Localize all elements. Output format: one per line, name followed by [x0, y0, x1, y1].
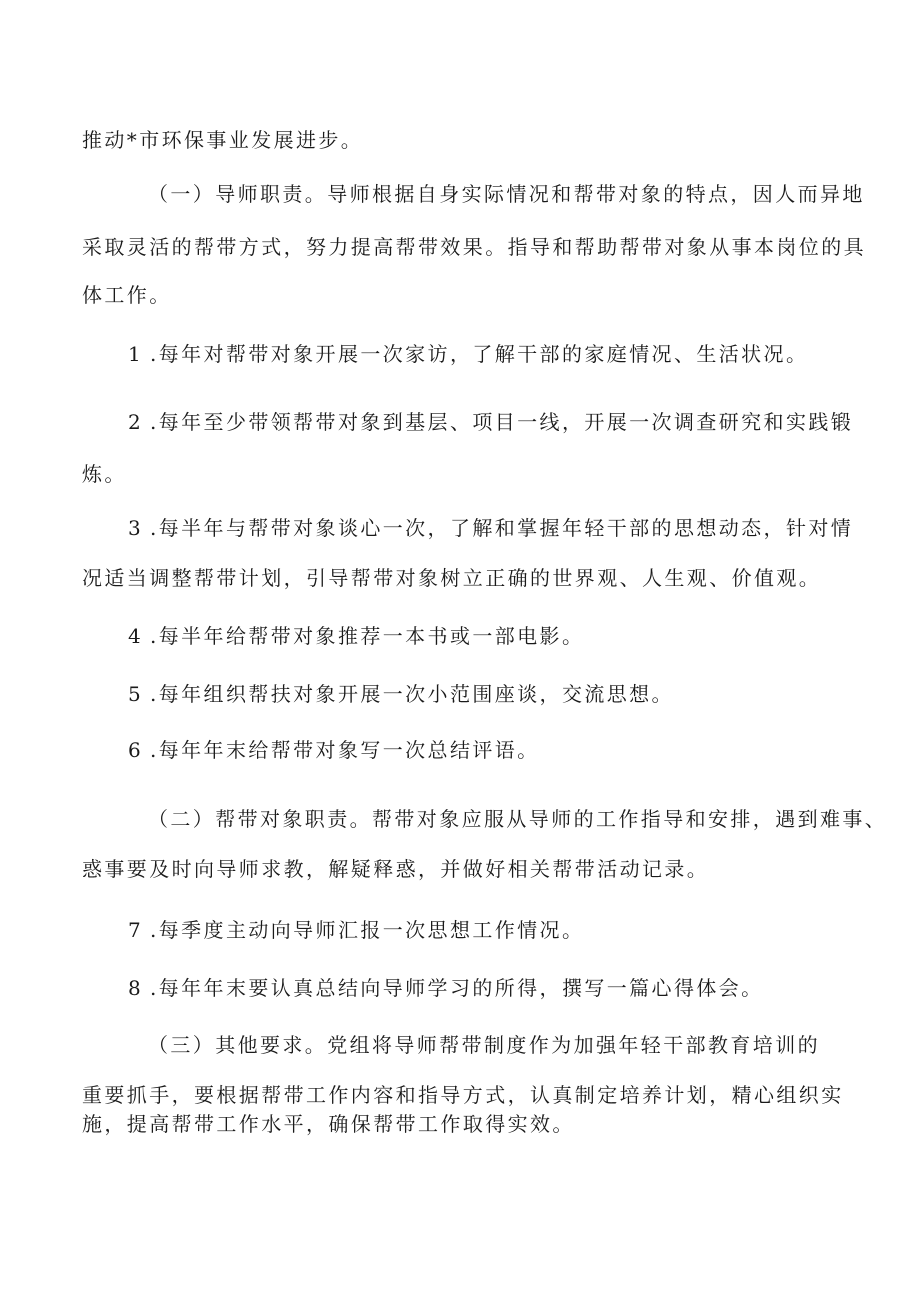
list-text: .每季度主动向导师汇报一次思想工作情况。	[150, 918, 585, 942]
list-item-6	[128, 738, 540, 762]
section-heading-mentor-duties: （一）导师职责。导师根据自身实际情况和帮带对象的特点，因人而异地	[148, 182, 865, 206]
paragraph-line: 施，提高帮带工作水平，确保帮带工作取得实效。	[82, 1112, 575, 1136]
list-text: .每年组织帮扶对象开展一次小范围座谈，交流思想。	[150, 682, 674, 706]
list-number: 8	[128, 976, 141, 1000]
paragraph-line: 炼。	[82, 462, 127, 486]
section-heading-other-requirements: （三）其他要求。党组将导师帮带制度作为加强年轻干部教育培训的	[148, 1033, 820, 1057]
list-number: 7	[128, 918, 141, 942]
list-number: 2	[128, 410, 141, 434]
paragraph-line: 采取灵活的帮带方式，努力提高帮带效果。指导和帮助帮带对象从事本岗位的具	[82, 235, 866, 259]
list-item-5	[128, 682, 674, 706]
paragraph-line: 惑事要及时向导师求教，解疑释惑，并做好相关帮带活动记录。	[82, 857, 710, 881]
list-text: .每年年末给帮带对象写一次总结评语。	[150, 738, 540, 762]
list-item-7	[128, 918, 584, 942]
list-text: .每年年末要认真总结向导师学习的所得，撰写一篇心得体会。	[150, 976, 764, 1000]
paragraph-line: 推动*市环保事业发展进步。	[82, 128, 364, 152]
list-item-8	[128, 976, 764, 1000]
list-text: .每半年给帮带对象推荐一本书或一部电影。	[150, 624, 585, 648]
list-text: .每半年与帮带对象谈心一次，了解和掌握年轻干部的思想动态，针对情	[150, 516, 854, 540]
list-text: .每年对帮带对象开展一次家访，了解干部的家庭情况、生活状况。	[150, 342, 809, 366]
section-heading-mentee-duties: （二）帮带对象职责。帮带对象应服从导师的工作指导和安排，遇到难事、	[148, 807, 888, 831]
list-item-4	[128, 624, 584, 648]
list-number: 3	[128, 516, 141, 540]
list-item-3	[128, 516, 853, 540]
paragraph-line: 况适当调整帮带计划，引导帮带对象树立正确的世界观、人生观、价值观。	[82, 566, 822, 590]
paragraph-line: 体工作。	[82, 283, 172, 307]
list-number: 1	[128, 342, 141, 366]
list-text: .每年至少带领帮带对象到基层、项目一线，开展一次调查研究和实践锻	[150, 410, 854, 434]
list-number: 6	[128, 738, 141, 762]
paragraph-line: 重要抓手，要根据帮带工作内容和指导方式，认真制定培养计划，精心组织实	[82, 1083, 844, 1107]
list-number: 5	[128, 682, 141, 706]
list-item-2	[128, 410, 853, 434]
list-number: 4	[128, 624, 141, 648]
list-item-1	[128, 342, 808, 366]
